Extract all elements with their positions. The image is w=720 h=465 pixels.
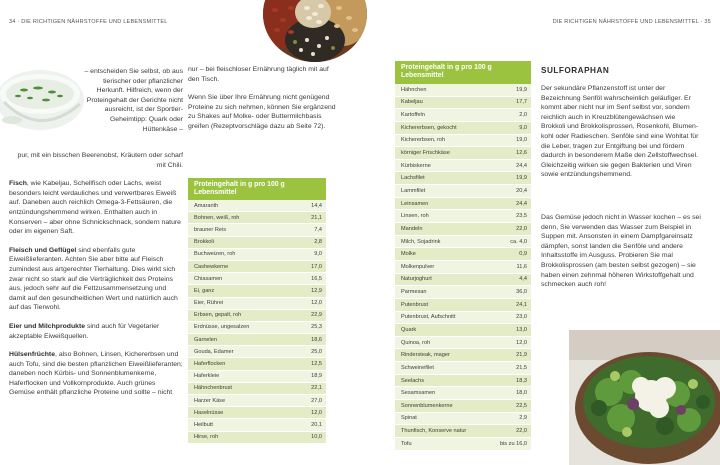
food-name: Hähnchenbrust (194, 385, 232, 392)
protein-value: 13,0 (516, 326, 527, 333)
intro-continuation: pur, mit ein bisschen Beerenobst, Kräutern oder scharf mit Chili. (17, 152, 183, 169)
table-row (395, 223, 531, 236)
food-name: Kürbiskerne (401, 162, 431, 169)
running-head-right: DIE RICHTIGEN NÄHRSTOFFE UND LEBENSMITTEL · 35 (552, 19, 711, 25)
table-row (395, 147, 531, 160)
protein-value: 12,0 (311, 300, 322, 307)
table-header: Proteingehalt in g pro 100 g Lebensmittel (395, 61, 531, 84)
table-row (188, 371, 326, 383)
sulforaphan-paragraph-1: Der sekundäre Pflanzenstoff ist unter der Bezeichnung Senföl wahrscheinlich geläufiger. Er kommt aber nicht nur im Senf selbst vor, sondern reichlich auch in Kreuzblütengewächsen wie Brokkoli und Brokkolisprossen, Rosenkohl, Blumenkohl oder Radieschen. Senföle sind eine Wohltat für die Leber, tragen zur Entgiftung bei und fördern dadurch in besonderem Maße den Zellstoffwechsel. Gleichzeitig wirken sie gegen Bakterien und Viren sowie entzündungshemmend. (541, 85, 699, 179)
intro-paragraph: – entscheiden Sie selbst, ob aus tierischer oder pflanzlicher Herkunft. Hilfreich, wenn der Proteingehalt der Gerichte nicht ausreicht, ist der Sportler-Geheimtipp: Quark oder Hüttenkäse – (84, 68, 183, 133)
protein-value: 18,3 (516, 377, 527, 384)
food-name: Lachsfilet (401, 175, 425, 182)
table-row (395, 362, 531, 375)
table-row (188, 273, 326, 285)
food-name: Kichererbsen, gekocht (401, 124, 457, 131)
protein-value: 18,9 (311, 373, 322, 380)
protein-value: 22,9 (311, 312, 322, 319)
food-name: Hähnchen (401, 86, 427, 93)
table-row (188, 419, 326, 431)
running-head-left: 34 · DIE RICHTIGEN NÄHRSTOFFE UND LEBENSMITTEL (9, 19, 168, 25)
food-name: Erdnüsse, ungesalzen (194, 324, 250, 331)
food-name: Ei, ganz (194, 287, 215, 294)
meat-text: sind ebenfalls gute Eiweißlieferanten. Achten Sie aber bitte auf Fleisch zumindest aus artgerechter Tierhaltung. Dies wirkt sich zwar nicht so stark auf die Verträglichkeit des Proteins aus, jedoch sehr auf die Fettzusammensetzung und damit auf den gesundheitlichen Wert und natürlich auch auf das Tierwohl. (9, 246, 178, 312)
protein-value: 9,0 (519, 124, 527, 131)
protein-value: 18,0 (516, 390, 527, 397)
table-row (395, 261, 531, 274)
table-row (188, 395, 326, 407)
food-name: Haferflocken (194, 361, 226, 368)
food-name: Kabeljau (401, 99, 423, 106)
protein-value: 0,9 (519, 251, 527, 258)
table-body (395, 84, 531, 451)
protein-value: 4,4 (519, 276, 527, 283)
left-column (9, 151, 183, 407)
protein-value: 2,0 (519, 112, 527, 119)
protein-value: 21,9 (516, 352, 527, 359)
food-name: Buchweizen, roh (194, 251, 236, 258)
protein-value: 23,0 (516, 314, 527, 321)
protein-value: 12,5 (311, 361, 322, 368)
protein-value: 22,5 (516, 402, 527, 409)
protein-table-2 (395, 61, 531, 451)
sulforaphan-paragraph-2: Das Gemüse jedoch nicht in Wasser kochen – es sei denn, Sie verwenden das Wasser zum Beispiel in Suppen mit. Ansonsten in einem Dampfgareinsatz dämpfen, sonst landen die Senföle und andere Inhaltsstoffe im Ausguss. Probieren Sie mal Brokkolisprossen (am besten selbst gezogen) – sie haben einen zehnmal höheren Wirkstoffgehalt und schmecken auch roh! (541, 214, 701, 289)
table-row (395, 324, 531, 337)
legumes-heading: Hülsenfrüchte (9, 351, 56, 359)
protein-value: 18,6 (311, 336, 322, 343)
table-row (395, 425, 531, 438)
table-row (395, 135, 531, 148)
table-row (395, 375, 531, 388)
quark-dip-photo (0, 60, 88, 135)
table-row (188, 310, 326, 322)
food-name: Molke (401, 251, 416, 258)
table-row (395, 438, 531, 451)
table-row (395, 413, 531, 426)
shakes-paragraph: Wenn Sie über Ihre Ernährung nicht genügend Proteine zu sich nehmen, können Sie ergänzend zu Shakes auf Molke- oder Buttermilchbasis greifen (Rezeptvorschläge dazu ab Seite 72). (188, 94, 336, 130)
protein-value: 16,5 (311, 275, 322, 282)
food-name: Putenbrust (401, 301, 429, 308)
table-row (188, 298, 326, 310)
food-name: Kichererbsen, roh (401, 137, 446, 144)
table-row (188, 334, 326, 346)
food-name: Spinat (401, 415, 417, 422)
table-row (395, 349, 531, 362)
protein-value: 19,9 (516, 86, 527, 93)
protein-value: 2,9 (519, 415, 527, 422)
protein-value: 19,9 (516, 175, 527, 182)
table-row (188, 237, 326, 249)
food-name: Kartoffeln (401, 112, 425, 119)
protein-value: 24,4 (516, 200, 527, 207)
protein-value: 17,0 (311, 263, 322, 270)
protein-value: 22,1 (311, 385, 322, 392)
protein-value: 19,0 (516, 137, 527, 144)
continuation-paragraph: nur – bei fleischloser Ernährung täglich mit auf den Tisch. (188, 66, 329, 83)
food-name: Naturjoghurt (401, 276, 432, 283)
fish-text: , wie Kabeljau, Schellfisch oder Lachs, weist besonders leicht verdauliches und verwertbares Eiweiß auf. Daneben auch reichlich Omega-3-Fettsäuren, die entzündungshemmend wirken. Enthalten auch in Konserven – aber ohne Schnickschnack, sondern nature oder im eigenen Saft. (9, 180, 181, 236)
eggs-heading: Eier und Milchprodukte (9, 322, 86, 330)
fish-paragraph (9, 179, 183, 237)
food-name: Thunfisch, Konserve natur (401, 428, 467, 435)
food-name: Cashewkerne (194, 263, 229, 270)
middle-column (188, 65, 338, 141)
protein-value: 22,0 (516, 428, 527, 435)
food-name: Chiasamen (194, 275, 223, 282)
food-name: Bohnen, weiß, roh (194, 214, 240, 221)
protein-value: 25,3 (311, 324, 322, 331)
food-name: Tofu (401, 440, 412, 447)
protein-value: 12,0 (516, 339, 527, 346)
food-name: Erbsen, gepalt, roh (194, 312, 242, 319)
food-name: Quinoa, roh (401, 339, 431, 346)
legumes-text: , also Bohnen, Linsen, Kichererbsen und auch Tofu, sind die besten pflanzlichen Eiweißlieferanten; daneben noch Kürbis- und Sonnenblumenkerne, Haferflocken und Vollkornprodukte. Auch grünes Gemüse enthält pflanzliche Proteine und sollte – nicht (9, 351, 183, 397)
table-row (188, 285, 326, 297)
protein-value: 27,0 (311, 397, 322, 404)
table-row (395, 337, 531, 350)
table-row (188, 407, 326, 419)
food-name: Parmesan (401, 289, 427, 296)
food-name: Gouda, Edamer (194, 348, 234, 355)
food-name: Sonnenblumenkerne (401, 402, 453, 409)
protein-value: bis zu 16,0 (499, 440, 527, 447)
protein-value: 17,7 (516, 99, 527, 106)
meat-paragraph (9, 246, 183, 313)
protein-value: 10,0 (311, 434, 322, 441)
table-row (188, 224, 326, 236)
protein-table-1 (188, 178, 326, 444)
legumes-paragraph (9, 350, 183, 398)
protein-value: 2,8 (314, 239, 322, 246)
vegetable-bowl-photo (569, 330, 720, 465)
table-row (395, 248, 531, 261)
protein-value: 11,6 (516, 263, 527, 270)
protein-value: 9,0 (314, 251, 322, 258)
sulforaphan-heading: SULFORAPHAN (541, 66, 610, 75)
food-name: Harzer Käse (194, 397, 226, 404)
food-name: Leinsamen (401, 200, 429, 207)
table-row (395, 387, 531, 400)
protein-value: 24,4 (516, 162, 527, 169)
table-row (395, 312, 531, 325)
protein-value: 7,4 (314, 226, 322, 233)
food-name: Seelachs (401, 377, 425, 384)
table-row (395, 185, 531, 198)
protein-value: ca. 4,0 (510, 238, 527, 245)
food-name: Garnelen (194, 336, 218, 343)
intro-text (80, 67, 183, 134)
protein-value: 20,1 (311, 421, 322, 428)
table-row (395, 122, 531, 135)
table-row (188, 383, 326, 395)
eggs-paragraph (9, 322, 183, 341)
table-row (395, 236, 531, 249)
protein-value: 21,5 (516, 364, 527, 371)
food-name: Quark (401, 326, 417, 333)
table-row (188, 322, 326, 334)
table-row (395, 97, 531, 110)
protein-value: 14,4 (311, 202, 322, 209)
table-row (395, 210, 531, 223)
food-name: Milch, Sojadrink (401, 238, 441, 245)
protein-value: 12,0 (311, 409, 322, 416)
table-row (188, 358, 326, 370)
table-header: Proteingehalt in g pro 100 g Lebensmittel (188, 178, 326, 200)
table-body (188, 200, 326, 444)
food-name: Brokkoli (194, 239, 214, 246)
protein-value: 22,0 (516, 225, 527, 232)
food-name: Sesamsamen (401, 390, 436, 397)
food-name: Haselnüsse (194, 409, 224, 416)
protein-value: 36,0 (516, 289, 527, 296)
eggs-text: sind auch für Vegetarier akzeptable Eiweißquellen. (9, 322, 160, 340)
food-name: körniger Frischkäse (401, 150, 450, 157)
beans-photo (263, 0, 367, 62)
food-name: Eier, Rührei (194, 300, 224, 307)
protein-value: 24,1 (516, 301, 527, 308)
protein-value: 21,1 (311, 214, 322, 221)
meat-heading: Fleisch und Geflügel (9, 246, 77, 254)
table-row (395, 160, 531, 173)
food-name: Hirse, roh (194, 434, 219, 441)
food-name: Mandeln (401, 225, 423, 232)
food-name: Schweinefilet (401, 364, 434, 371)
food-name: Haferkleie (194, 373, 220, 380)
table-row (395, 274, 531, 287)
protein-value: 12,6 (516, 150, 527, 157)
table-row (395, 299, 531, 312)
food-name: brauner Reis (194, 226, 227, 233)
table-row (188, 200, 326, 212)
food-name: Linsen, roh (401, 213, 429, 220)
table-row (188, 212, 326, 224)
table-row (395, 286, 531, 299)
food-name: Rindersteak, mager (401, 352, 450, 359)
food-name: Lammfilet (401, 187, 426, 194)
table-row (188, 346, 326, 358)
table-row (395, 109, 531, 122)
table-row (395, 84, 531, 97)
table-row (188, 261, 326, 273)
table-row (395, 172, 531, 185)
table-row (188, 249, 326, 261)
protein-value: 20,4 (516, 187, 527, 194)
protein-value: 23,5 (516, 213, 527, 220)
food-name: Putenbrust, Aufschnitt (401, 314, 456, 321)
protein-value: 25,0 (311, 348, 322, 355)
table-row (188, 432, 326, 444)
food-name: Heilbutt (194, 421, 213, 428)
table-row (395, 400, 531, 413)
food-name: Amaranth (194, 202, 219, 209)
protein-value: 12,9 (311, 287, 322, 294)
food-name: Molkenpulver (401, 263, 435, 270)
fish-heading: Fisch (9, 180, 27, 188)
table-row (395, 198, 531, 211)
